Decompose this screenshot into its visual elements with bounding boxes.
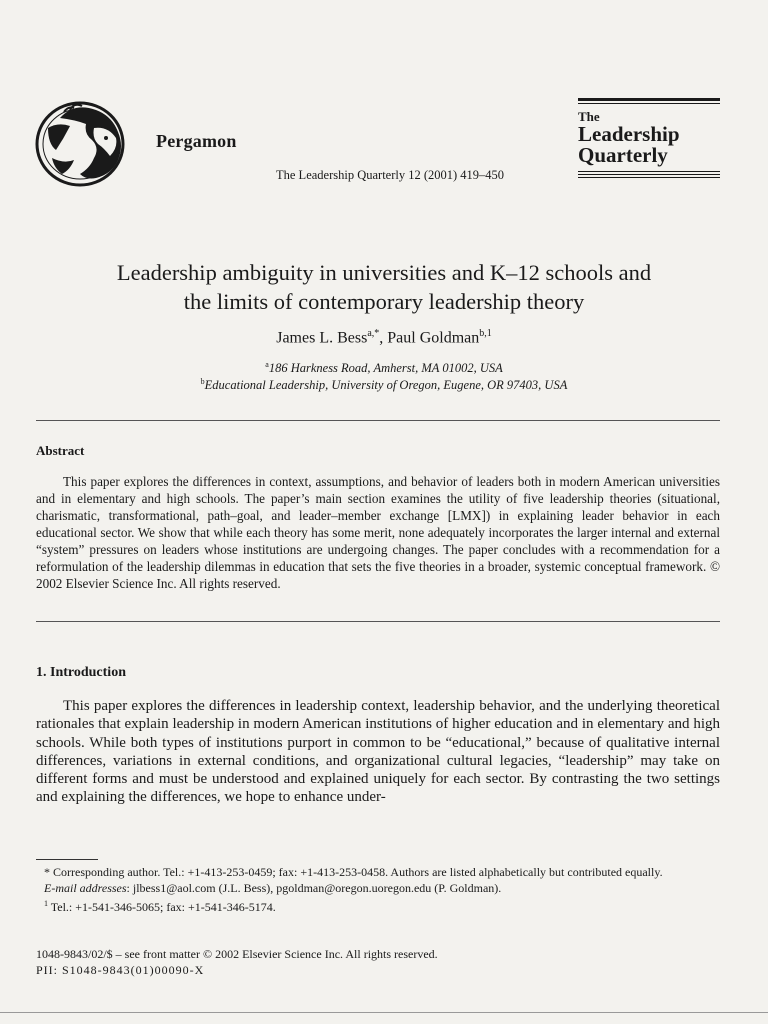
- footnote-corresponding: * Corresponding author. Tel.: +1-413-253-0459; fax: +1-413-253-0458. Authors are listed alphabetically but contributed equally.: [44, 865, 663, 879]
- author-separator: ,: [379, 329, 388, 347]
- front-matter: [36, 946, 438, 978]
- author-marks: b,1: [479, 328, 492, 339]
- article-title-line2: the limits of contemporary leadership theory: [183, 289, 585, 314]
- email-label: E-mail addresses: [44, 880, 127, 895]
- journal-top-rule: [578, 98, 720, 104]
- author-list: [0, 328, 768, 347]
- issn-line: 1048-9843/02/$ – see front matter © 2002 Elsevier Science Inc. All rights reserved.: [36, 947, 438, 961]
- email-text: : jlbess1@aol.com (J.L. Bess), pgoldman@oregon.uoregon.edu (P. Goldman).: [126, 880, 502, 895]
- article-title-line1: Leadership ambiguity in universities and K–12 schools and: [116, 260, 652, 285]
- affiliation-a: [0, 360, 768, 376]
- footnote-mark: 1: [44, 899, 48, 908]
- affiliation-text: Educational Leadership, University of Oregon, Eugene, OR 97403, USA: [204, 378, 568, 393]
- divider: [36, 621, 720, 622]
- affiliation-mark: b: [200, 377, 205, 386]
- affiliation-mark: a: [265, 360, 269, 369]
- pii-line: PII: S1048-9843(01)00090-X: [36, 963, 205, 977]
- body-paragraph: This paper explores the differences in leadership context, leadership behavior, and the underlying theoretical rationales that explain leadership in modern American institutions of higher education and in elementary and high schools. While both types of institutions purport in common to be “educational,” because of qualitative internal differences, variations in external conditions, and organizational cultural legacies, “leadership” may take on different forms and must be understood and explained uniquely for each sector. By contrasting the two settings and explaining the differences, we hope to enhance under-: [36, 698, 720, 806]
- journal-title-line2: Quarterly: [578, 143, 668, 167]
- journal-bottom-rule: [578, 171, 720, 180]
- affiliation-text: 186 Harkness Road, Amherst, MA 01002, USA: [268, 361, 503, 376]
- footnote-rule: [36, 859, 98, 860]
- abstract-heading: Abstract: [36, 443, 85, 458]
- footnote-email: [36, 881, 720, 897]
- footnotes: [36, 865, 720, 916]
- page-bottom-edge: [0, 1012, 768, 1013]
- article-title: [30, 258, 738, 316]
- journal-title-line1: Leadership: [578, 122, 680, 146]
- journal-title-block: [578, 98, 720, 166]
- divider: [36, 420, 720, 421]
- pergamon-athena-logo-icon: [34, 98, 146, 190]
- abstract-text: This paper explores the differences in context, assumptions, and behavior of leaders both in modern American universities and in elementary and high schools. The paper’s main section examines the utility of five leadership theories (situational, charismatic, transformational, path–goal, and leader–member exchange [LMX]) in explaining leader behavior in each educational sector. We show that while each theory has some merit, none adequately incorporates the larger internal and external “system” pressures on leaders whose institutions are undergoing changes. The paper concludes with a recommendation for a reformulation of the leadership dilemmas in education that sets the five theories in a broader, systemic conceptual framework. © 2002 Elsevier Science Inc. All rights reserved.: [36, 474, 720, 591]
- footnote-text: Tel.: +1-541-346-5065; fax: +1-541-346-5174.: [48, 900, 276, 914]
- section-heading: 1. Introduction: [36, 665, 126, 680]
- author-marks: a,*: [367, 328, 380, 339]
- author-name: James L. Bess: [276, 329, 368, 347]
- affiliation-b: [0, 377, 768, 393]
- footnote-1: [36, 896, 720, 916]
- publisher-name: Pergamon: [156, 131, 237, 151]
- journal-citation: The Leadership Quarterly 12 (2001) 419–450: [276, 168, 505, 182]
- author-name: Paul Goldman: [387, 329, 480, 347]
- journal-title-article: The: [578, 109, 600, 124]
